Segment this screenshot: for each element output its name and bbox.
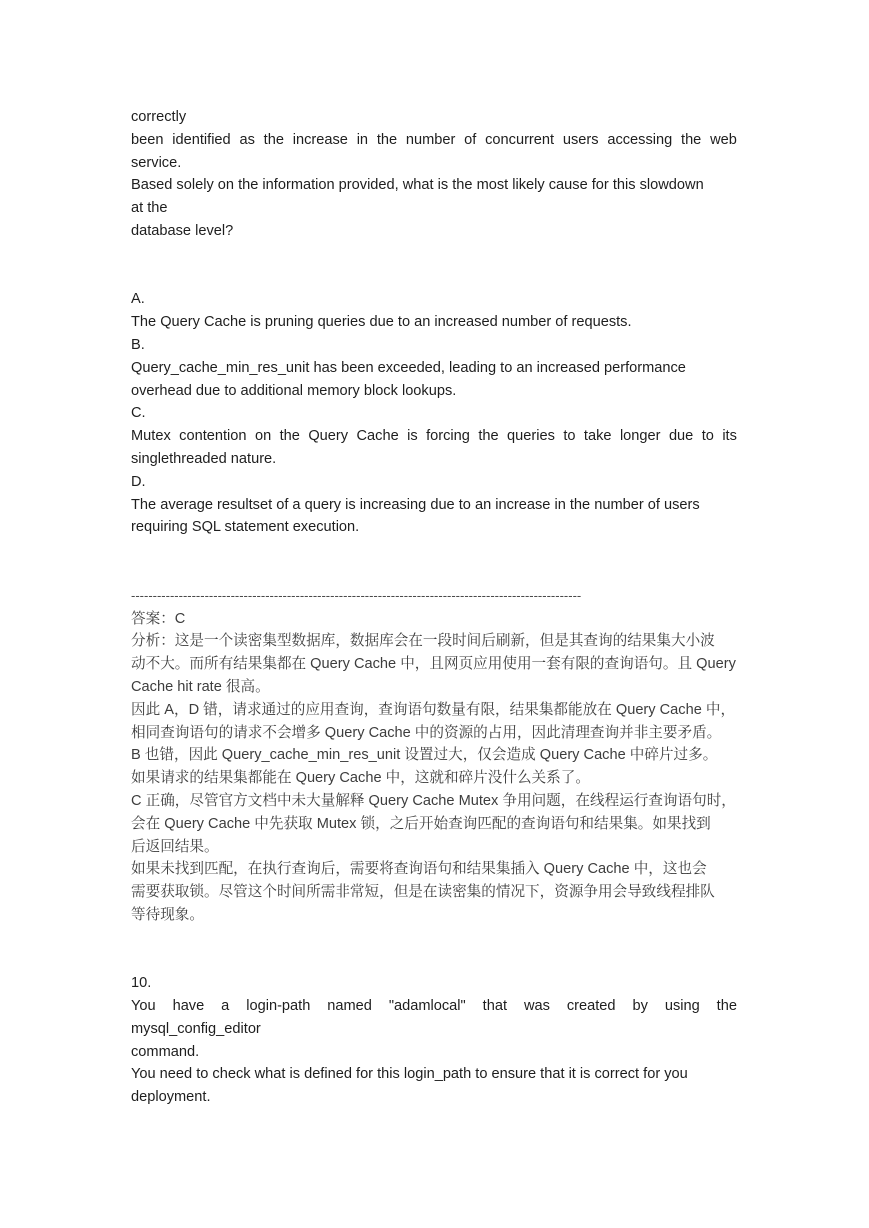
question-number: 10. xyxy=(131,975,152,992)
word: increase xyxy=(292,131,348,148)
word: concurrent xyxy=(485,131,555,148)
word: to xyxy=(563,428,576,445)
answer-line-2: 分析：这是一个读密集型数据库，数据库会在一段时间后刷新，但是其查询的结果集大小波 xyxy=(131,633,715,650)
spacer xyxy=(131,539,737,585)
document-body xyxy=(131,106,737,1109)
word: users xyxy=(562,131,599,148)
word: using xyxy=(664,998,700,1015)
word: due xyxy=(668,428,694,445)
word: the xyxy=(263,131,284,148)
option-d-text-2: requiring SQL statement execution. xyxy=(131,519,360,536)
spacer xyxy=(131,927,737,973)
word: its xyxy=(722,428,737,445)
word: the xyxy=(376,131,398,148)
word: number xyxy=(405,131,456,148)
word: created xyxy=(566,998,616,1015)
word: identified xyxy=(172,131,231,148)
word: the xyxy=(716,998,737,1015)
word: the xyxy=(478,428,499,445)
option-b-text-1: Query_cache_min_res_unit has been exceeded, leading to an increased performance xyxy=(131,359,686,376)
word: queries xyxy=(507,428,555,445)
answer-line-1: 答案：C xyxy=(131,610,186,627)
option-d-label: D. xyxy=(131,473,146,490)
word: as xyxy=(239,131,255,148)
answer-line-9: C 正确，尽管官方文档中未大量解释 Query Cache Mutex 争用问题，在线程运行查询语句时， xyxy=(131,792,736,809)
intro-line-4: Based solely on the information provided, what is the most likely cause for this slowdown xyxy=(131,177,704,194)
answer-section xyxy=(131,608,737,927)
word: login-path xyxy=(246,998,311,1015)
word: accessing xyxy=(607,131,673,148)
word: take xyxy=(583,428,612,445)
option-b-label: B. xyxy=(131,336,145,353)
word: forcing xyxy=(426,428,470,445)
option-d-text-1: The average resultset of a query is increasing due to an increase in the number of users xyxy=(131,496,700,513)
spacer xyxy=(131,243,737,289)
word: have xyxy=(172,998,205,1015)
option-c-text-1 xyxy=(131,425,737,448)
option-a-text: The Query Cache is pruning queries due to an increased number of requests. xyxy=(131,314,632,331)
answer-line-6: 相同查询语句的请求不会增多 Query Cache 中的资源的占用，因此清理查询并非主要矛盾。 xyxy=(131,724,722,741)
word: that xyxy=(482,998,508,1015)
section-divider: -------------------------------------------------------------------------------------------------------- xyxy=(131,587,582,603)
word: was xyxy=(523,998,550,1015)
answer-line-4: Cache hit rate 很高。 xyxy=(131,678,270,695)
answer-line-7: B 也错，因此 Query_cache_min_res_unit 设置过大，仅会造成 Query Cache 中碎片过多。 xyxy=(131,747,718,764)
answer-line-8: 如果请求的结果集都能在 Query Cache 中，这就和碎片没什么关系了。 xyxy=(131,770,590,787)
word: on xyxy=(254,428,272,445)
option-c-text-2: singlethreaded nature. xyxy=(131,450,277,467)
word: Query xyxy=(308,428,349,445)
word: Mutex xyxy=(131,428,171,445)
intro-line-2 xyxy=(131,129,737,152)
word: been xyxy=(131,131,164,148)
answer-line-5: 因此 A，D 错，请求通过的应用查询，查询语句数量有限，结果集都能放在 Query Cache 中， xyxy=(131,701,736,718)
answer-line-14: 等待现象。 xyxy=(131,906,204,923)
question-line-2: mysql_config_editor xyxy=(131,1020,261,1037)
word: by xyxy=(632,998,648,1015)
question-line-4: You need to check what is defined for this login_path to ensure that it is correct for you xyxy=(131,1066,688,1083)
word: to xyxy=(701,428,714,445)
word: longer xyxy=(619,428,661,445)
intro-line-5: at the xyxy=(131,200,168,217)
word: is xyxy=(407,428,418,445)
option-c-label: C. xyxy=(131,405,146,422)
word: of xyxy=(464,131,477,148)
word: contention xyxy=(179,428,247,445)
answer-line-11: 后返回结果。 xyxy=(131,838,219,855)
answer-line-10: 会在 Query Cache 中先获取 Mutex 锁，之后开始查询匹配的查询语句和结果集。如果找到 xyxy=(131,815,711,832)
answer-line-12: 如果未找到匹配，在执行查询后，需要将查询语句和结果集插入 Query Cache 中，这也会 xyxy=(131,861,707,878)
answer-line-13: 需要获取锁。尽管这个时间所需非常短，但是在读密集的情况下，资源争用会导致线程排队 xyxy=(131,884,715,901)
option-b-text-2: overhead due to additional memory block lookups. xyxy=(131,382,457,399)
word: in xyxy=(356,131,369,148)
word: Cache xyxy=(356,428,399,445)
word: named xyxy=(327,998,372,1015)
word: web xyxy=(710,131,737,148)
question-line-1 xyxy=(131,995,737,1018)
answer-line-3: 动不大。而所有结果集都在 Query Cache 中，且网页应用使用一套有限的查询语句。且 Query xyxy=(131,656,736,673)
question-line-3: command. xyxy=(131,1043,200,1060)
intro-line-6: database level? xyxy=(131,222,234,239)
word: the xyxy=(681,131,702,148)
word: You xyxy=(131,998,156,1015)
question-line-5: deployment. xyxy=(131,1089,211,1106)
word: a xyxy=(221,998,230,1015)
word: "adamlocal" xyxy=(388,998,466,1015)
word: the xyxy=(279,428,300,445)
option-a-label: A. xyxy=(131,291,145,308)
intro-line-3: service. xyxy=(131,154,182,171)
intro-line-1: correctly xyxy=(131,109,187,125)
